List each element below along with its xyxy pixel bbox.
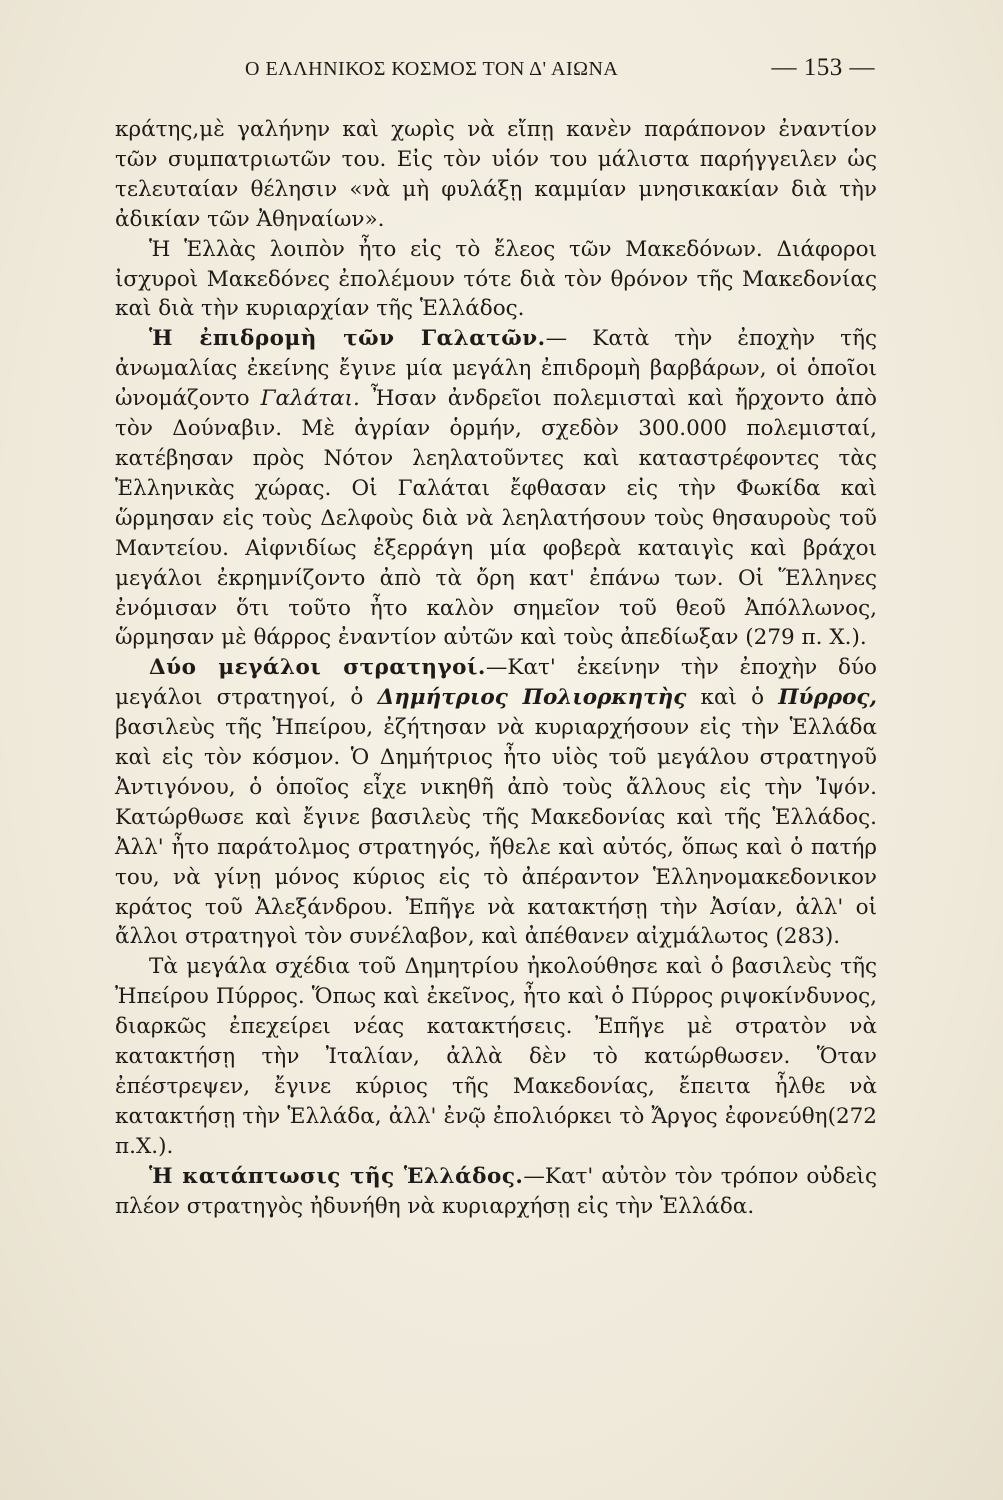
section-heading-decline: Ἡ κατάπτωσις τῆς Ἑλλάδος. [149, 1163, 524, 1189]
paragraph-text: βασιλεὺς τῆς Ἠπείρου, ἐζήτησαν νὰ κυριαρχήσουν εἰς τὴν Ἑλλάδα καὶ εἰς τὸν κόσμον. Ὁ Δημήτριος ἦτο υἱὸς τοῦ μεγάλου στρατηγοῦ Ἀντιγόνου, ὁ ὁποῖος εἶχε νικηθῆ ἀπὸ τοὺς ἄλλους εἰς τὴν Ἰψόν. Κατώρθωσε καὶ ἔγινε βασιλεὺς τῆς Μακεδονίας καὶ τῆς Ἑλλάδος. Ἀλλ' ἦτο παράτολμος στρατηγός, ἤθελε καὶ αὐτός, ὅπως καὶ ὁ πατήρ του, νὰ γίνῃ μόνος κύριος εἰς τὸ ἀπέραντον Ἑλληνομακεδονικον κράτος τοῦ Ἀλεξάνδρου. Ἐπῆγε νὰ κατακτήσῃ τὴν Ἀσίαν, ἀλλ' οἱ ἄλλοι στρατηγοὶ τὸν συνέλαβον, καὶ ἀπέθανεν αἰχμάλωτος (283). [115, 715, 877, 950]
paragraph-text: κράτης,μὲ γαλήνην καὶ χωρὶς νὰ εἴπῃ κανὲν παράπονον ἐναντίον τῶν συμπατριωτῶν του. Εἰς τὸν υἱόν του μάλιστα παρήγγειλεν ὡς τελευταίαν θέλησιν «νὰ μὴ φυλάξῃ καμμίαν μνησικακίαν διὰ τὴν ἀδικίαν τῶν Ἀθηναίων». [115, 117, 877, 232]
paragraph-text: —Κατ' ἐκείνην τὴν ἐποχὴν δύο μεγάλοι στρατηγοί, ὁ [115, 655, 877, 711]
running-title: Ο ΕΛΛΗΝΙΚΟΣ ΚΟΣΜΟΣ ΤΟΝ Δ' ΑΙΩΝΑ [245, 58, 619, 80]
page-body [115, 115, 877, 1222]
paragraph [115, 952, 877, 1161]
section-heading-gauls: Ἡ ἐπιδρομὴ τῶν Γαλατῶν. [149, 326, 546, 352]
name-demetrius: Δημήτριος Πολιορκητὴς [377, 685, 687, 711]
paragraph-text: Ἦσαν ἀνδρεῖοι πολεμισταὶ καὶ ἤρχοντο ἀπὸ τὸν Δούναβιν. Μὲ ἀγρίαν ὁρμήν, σχεδὸν 300.000 πολεμισταί, κατέβησαν πρὸς Νότον λεηλατοῦντες καὶ καταστρέφοντες τὰς Ἑλληνικὰς χώρας. Οἱ Γαλάται ἔφθασαν εἰς τὴν Φωκίδα καὶ ὥρμησαν εἰς τοὺς Δελφοὺς διὰ νὰ λεηλατήσουν τοὺς θησαυροὺς τοῦ Μαντείου. Αἰφνιδίως ἐξερράγη μία φοβερὰ καταιγὶς καὶ βράχοι μεγάλοι ἐκρημνίζοντο ἀπὸ τὰ ὄρη κατ' ἐπάνω των. Οἱ Ἕλληνες ἐνόμισαν ὅτι τοῦτο ἦτο καλὸν σημεῖον τοῦ θεοῦ Ἀπόλλωνος, ὥρμησαν μὲ θάρρος ἐναντίον αὐτῶν καὶ τοὺς ἀπεδίωξαν (279 π. Χ.). [115, 386, 877, 651]
paragraph-text: Τὰ μεγάλα σχέδια τοῦ Δημητρίου ἠκολούθησε καὶ ὁ βασιλεὺς τῆς Ἠπείρου Πύρρος. Ὅπως καὶ ἐκεῖνος, ἦτο καὶ ὁ Πύρρος ριψοκίνδυνος, διαρκῶς ἐπεχείρει νέας κατακτήσεις. Ἐπῆγε μὲ στρατὸν νὰ κατακτήσῃ τὴν Ἰταλίαν, ἀλλὰ δὲν τὸ κατώρθωσεν. Ὅταν ἐπέστρεψεν, ἔγινε κύριος τῆς Μακεδονίας, ἔπειτα ἦλθε νὰ κατακτήσῃ τὴν Ἑλλάδα, ἀλλ' ἐνῷ ἐπολιόρκει τὸ Ἄργος ἐφονεύθη(272 π.Χ.). [115, 954, 877, 1159]
paragraph-text: καὶ ὁ [686, 685, 779, 711]
paragraph-continuation [115, 115, 877, 235]
paragraph-gauls [115, 324, 877, 653]
italic-term: Γαλάται. [260, 386, 360, 412]
paragraph-text: Ἡ Ἑλλὰς λοιπὸν ἦτο εἰς τὸ ἔλεος τῶν Μακεδόνων. Διάφοροι ἰσχυροὶ Μακεδόνες ἐπολέμουν τότε διὰ τὸν θρόνον τῆς Μακεδονίας καὶ διὰ τὴν κυριαρχίαν τῆς Ἑλλάδος. [115, 236, 877, 322]
name-pyrrhus: Πύρρος, [778, 685, 877, 711]
paragraph-text: —Κατ' αὐτὸν τὸν τρόπον οὐδεὶς πλέον στρατηγὸς ἠδυνήθη νὰ κυριαρχήσῃ εἰς τὴν Ἑλλάδα. [115, 1163, 877, 1219]
paragraph-generals [115, 653, 877, 952]
section-heading-generals: Δύο μεγάλοι στρατηγοί. [149, 655, 486, 681]
paragraph-text: — Κατὰ τὴν ἐποχὴν τῆς ἀνωμαλίας ἐκείνης ἔγινε μία μεγάλη ἐπιδρομὴ βαρβάρων, οἱ ὁποῖοι ὠνομάζοντο [115, 326, 877, 412]
page-number: — 153 — [771, 54, 875, 81]
paragraph-decline [115, 1162, 877, 1222]
paragraph [115, 235, 877, 325]
